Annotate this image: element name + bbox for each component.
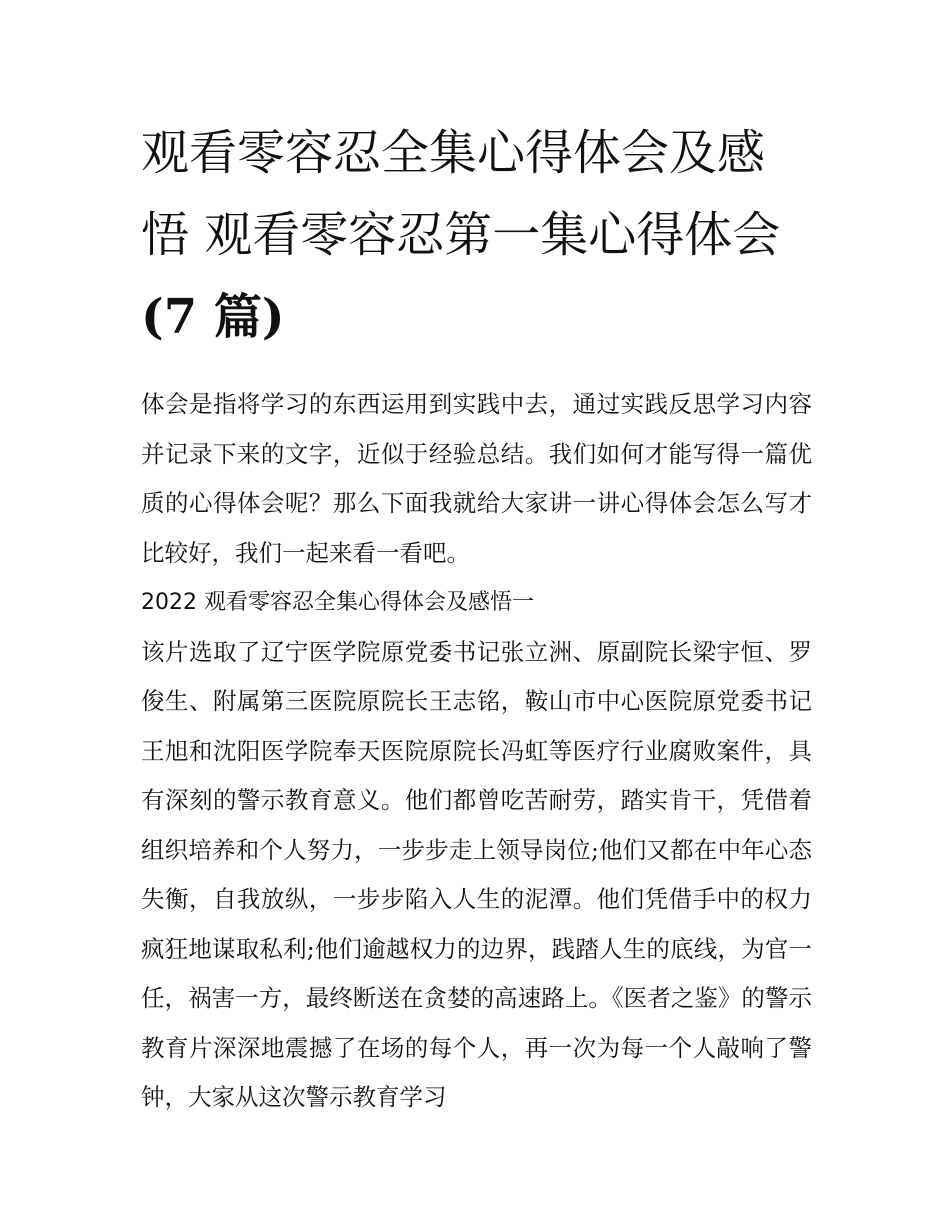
section-body-paragraph: 该片选取了辽宁医学院原党委书记张立洲、原副院长梁宇恒、罗俊生、附属第三医院原院长王志铭，鞍山市中心医院原党委书记王旭和沈阳医学院奉天医院原院长冯虹等医疗行业腐败案件，具有深刻的警示教育意义。他们都曾吃苦耐劳，踏实肯干，凭借着组织培养和个人努力，一步步走上领导岗位;他们又都在中年心态失衡，自我放纵，一步步陷入人生的泥潭。他们凭借手中的权力疯狂地谋取私利;他们逾越权力的边界，践踏人生的底线，为官一任，祸害一方，最终断送在贪婪的高速路上。《医者之鉴》的警示教育片深深地震撼了在场的每个人，再一次为每一个人敲响了警钟，大家从这次警示教育学习 <box>141 637 812 1111</box>
title-suffix-text: (7 篇) <box>141 289 285 345</box>
section-heading: 2022 观看零容忍全集心得体会及感悟一 <box>141 590 534 615</box>
document-title <box>141 112 812 358</box>
title-main-text: 观看零容忍全集心得体会及感悟 观看零容忍第一集心得体会 <box>141 125 781 263</box>
intro-paragraph: 体会是指将学习的东西运用到实践中去，通过实践反思学习内容并记录下来的文字，近似于经验总结。我们如何才能写得一篇优质的心得体会呢？那么下面我就给大家讲一讲心得体会怎么写才比较好，我们一起来看一看吧。 <box>141 390 812 567</box>
